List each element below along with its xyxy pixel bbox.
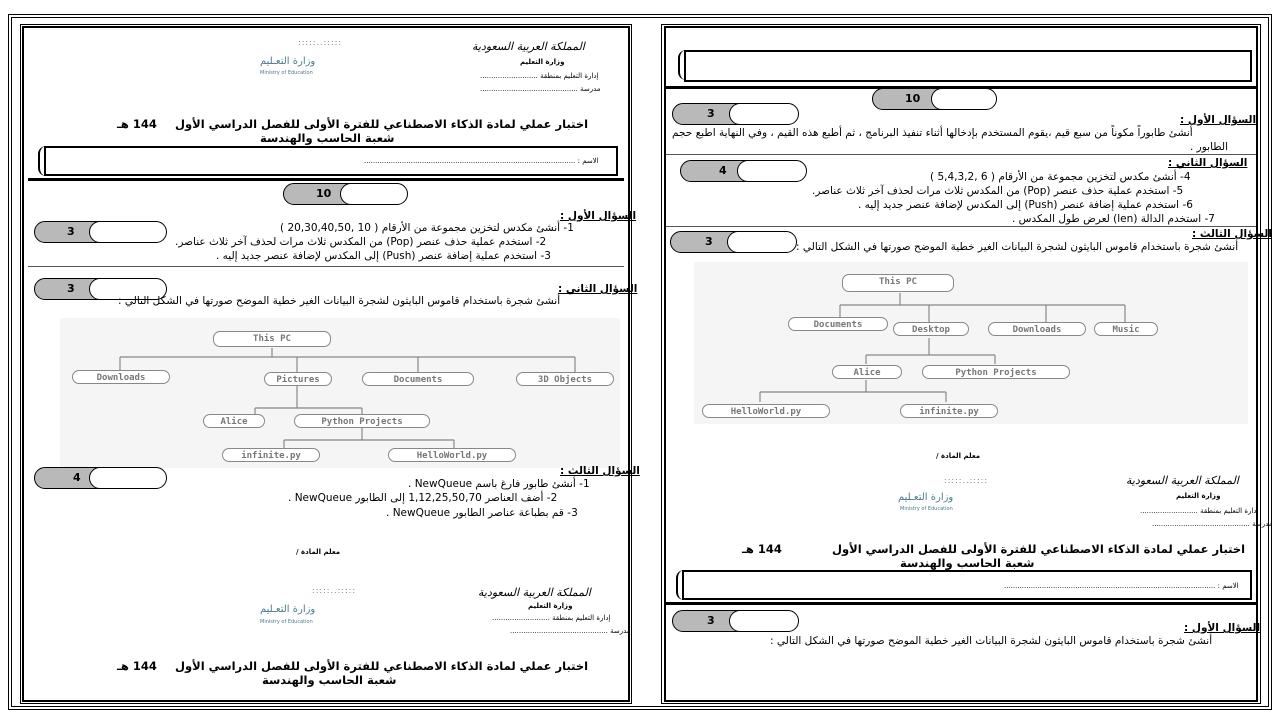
right-tree-helloworld: HelloWorld.py (702, 404, 830, 418)
right-q2-item-6: 6- استخدم عملية إضافة عنصر (Push) إلى المكدس لإضافة عنصر جديد إليه . (858, 199, 1193, 211)
right-q3-text: أنشئ شجرة باستخدام قاموس البايثون لشجرة البيانات الغير خطية الموضح صورتها في الشكل التالي : (796, 241, 1239, 253)
left-q3-item-1: 1- أنشئ طابور فارغ باسم NewQueue . (408, 478, 590, 490)
school-label: مدرسة ............................................ (480, 85, 601, 93)
name-field[interactable]: الاسم : ............................................................................................... (364, 157, 599, 165)
ministry-logo-text-2: وزارة التعـليم (260, 604, 316, 615)
left-tree-root: This PC (213, 331, 331, 347)
exam-year-2: 144 هـ (117, 659, 157, 673)
left-tree-pictures: Pictures (264, 372, 332, 386)
left-q3-item-2: 2- أضف العناصر 1,12,25,50,70 إلى الطابور NewQueue . (288, 492, 558, 504)
right-q2-title: السؤال الثاني : (1168, 157, 1248, 169)
right-tree-desktop: Desktop (893, 322, 969, 336)
left-q1-item-3: 3- استخدم عملية إضافة عنصر (Push) إلى المكدس لإضافة عنصر جديد إليه . (216, 250, 551, 262)
q3-score-box: 4 (34, 467, 166, 489)
admin-label-2: إدارة التعليم بمنطقة .......................... (492, 614, 611, 622)
right-tree-alice: Alice (832, 365, 902, 379)
exam-branch: شعبة الحاسب والهندسة (260, 131, 395, 145)
ministry-logo-en-2: Ministry of Education (260, 619, 313, 625)
right-tree-root: This PC (842, 274, 954, 292)
ministry-logo-text: وزارة التعـليم (260, 56, 316, 67)
right-q1-score-box: 3 (672, 103, 798, 125)
left-q1-item-2: 2- استخدم عملية حذف عنصر (Pop) من المكدس ثلاث مرات لحذف آخر ثلاث عناصر. (175, 236, 547, 248)
exam-title-2: اختبار عملي لمادة الذكاء الاصطناعي للفترة الأولى للفصل الدراسي الأول (175, 659, 589, 673)
right-name-field[interactable]: الاسم : ............................................................................................... (1004, 582, 1239, 590)
admin-label: إدارة التعليم بمنطقة .......................... (480, 72, 599, 80)
ministry-logo-icon-2: :::::..::::: (312, 586, 357, 595)
exam-title: اختبار عملي لمادة الذكاء الاصطناعي للفترة الأولى للفصل الدراسي الأول (175, 117, 589, 131)
left-teacher: معلم المادة / (296, 548, 341, 556)
left-tree-3d-objects: 3D Objects (516, 372, 614, 386)
right-q1b-text: أنشئ شجرة باستخدام قاموس البايثون لشجرة البيانات الغير خطية الموضح صورتها في الشكل التالي : (770, 635, 1213, 647)
kingdom-header-3: المملكة العربية السعودية (1126, 474, 1239, 487)
right-q2-item-4: 4- أنشئ مكدس لتخزين مجموعة من الأرقام ( 6 ,5,4,3,2 ) (930, 171, 1191, 183)
ministry-logo-en-3: Ministry of Education (900, 506, 953, 512)
right-q1b-title: السؤال الأول : (1184, 622, 1261, 634)
left-q3-title: السؤال الثالث : (560, 465, 640, 477)
left-tree-alice: Alice (203, 414, 265, 428)
exam-title-3: اختبار عملي لمادة الذكاء الاصطناعي للفترة الأولى للفصل الدراسي الأول (832, 542, 1246, 556)
left-q1-title: السؤال الأول : (560, 210, 637, 222)
ministry-logo-text-3: وزارة التعـليم (898, 492, 954, 503)
left-q2-title: السؤال الثاني : (558, 283, 638, 295)
ministry-logo-icon-3: :::::..::::: (944, 476, 989, 485)
kingdom-header-2: المملكة العربية السعودية (478, 586, 591, 599)
right-q1-title: السؤال الأول : (1180, 114, 1257, 126)
total-score-box: 10 (283, 183, 407, 205)
left-q1-item-1: 1- أنشئ مكدس لتخزين مجموعة من الأرقام ( 10 ,20,30,40,50 ) (280, 222, 574, 234)
right-total-score-box: 10 (872, 88, 996, 110)
left-q3-item-3: 3- قم بطباعة عناصر الطابور NewQueue . (386, 507, 578, 519)
exam-branch-3: شعبة الحاسب والهندسة (900, 556, 1035, 570)
right-q1-text2: الطابور . (1190, 141, 1229, 153)
q2-score-box: 3 (34, 278, 166, 300)
left-tree-helloworld: HelloWorld.py (388, 448, 516, 462)
right-tree-downloads: Downloads (988, 322, 1086, 336)
q1-score-box: 3 (34, 221, 166, 243)
ministry-logo-icon: :::::..::::: (298, 38, 343, 47)
right-tree-infinite: infinite.py (900, 404, 998, 418)
right-q3-title: السؤال الثالث : (1192, 228, 1272, 240)
school-label-3: مدرسة ............................................ (1152, 520, 1273, 528)
right-q2-score-box: 4 (680, 160, 806, 182)
left-tree-infinite: infinite.py (222, 448, 320, 462)
exam-year-3: 144 هـ (742, 542, 782, 556)
right-q2-item-7: 7- استخدم الدالة (len) لعرض طول المكدس . (1012, 213, 1215, 225)
right-tree-music: Music (1094, 322, 1158, 336)
left-tree-documents: Documents (362, 372, 474, 386)
right-teacher: معلم المادة / (936, 452, 981, 460)
ministry-label: وزارة التعليم (520, 58, 565, 66)
left-tree-python-projects: Python Projects (294, 414, 430, 428)
left-q2-text: أنشئ شجرة باستخدام قاموس البايثون لشجرة البيانات الغير خطية الموضح صورتها في الشكل التالي : (118, 295, 561, 307)
ministry-label-2: وزارة التعليم (528, 602, 573, 610)
right-q1b-score-box: 3 (672, 610, 798, 632)
ministry-label-3: وزارة التعليم (1176, 492, 1221, 500)
school-label-2: مدرسة ............................................ (510, 627, 631, 635)
right-q1-text: أنشئ طابوراً مكوناً من سبع قيم ،يقوم المستخدم بإدخالها أثناء تنفيذ البرنامج ، ثم أطبع هذه القيم ، وفي النهاية اطبع حجم (672, 127, 1193, 139)
exam-branch-2: شعبة الحاسب والهندسة (262, 673, 397, 687)
ministry-logo-en: Ministry of Education (260, 70, 313, 76)
admin-label-3: إدارة التعليم بمنطقة .......................... (1140, 507, 1259, 515)
kingdom-header: المملكة العربية السعودية (472, 40, 585, 53)
left-tree-downloads: Downloads (72, 370, 170, 384)
right-q3-score-box: 3 (670, 231, 796, 253)
exam-year: 144 هـ (117, 117, 157, 131)
right-q2-item-5: 5- استخدم عملية حذف عنصر (Pop) من المكدس ثلاث مرات لحذف آخر ثلاث عناصر. (812, 185, 1184, 197)
right-tree-documents: Documents (788, 317, 888, 331)
right-tree-python-projects: Python Projects (922, 365, 1070, 379)
